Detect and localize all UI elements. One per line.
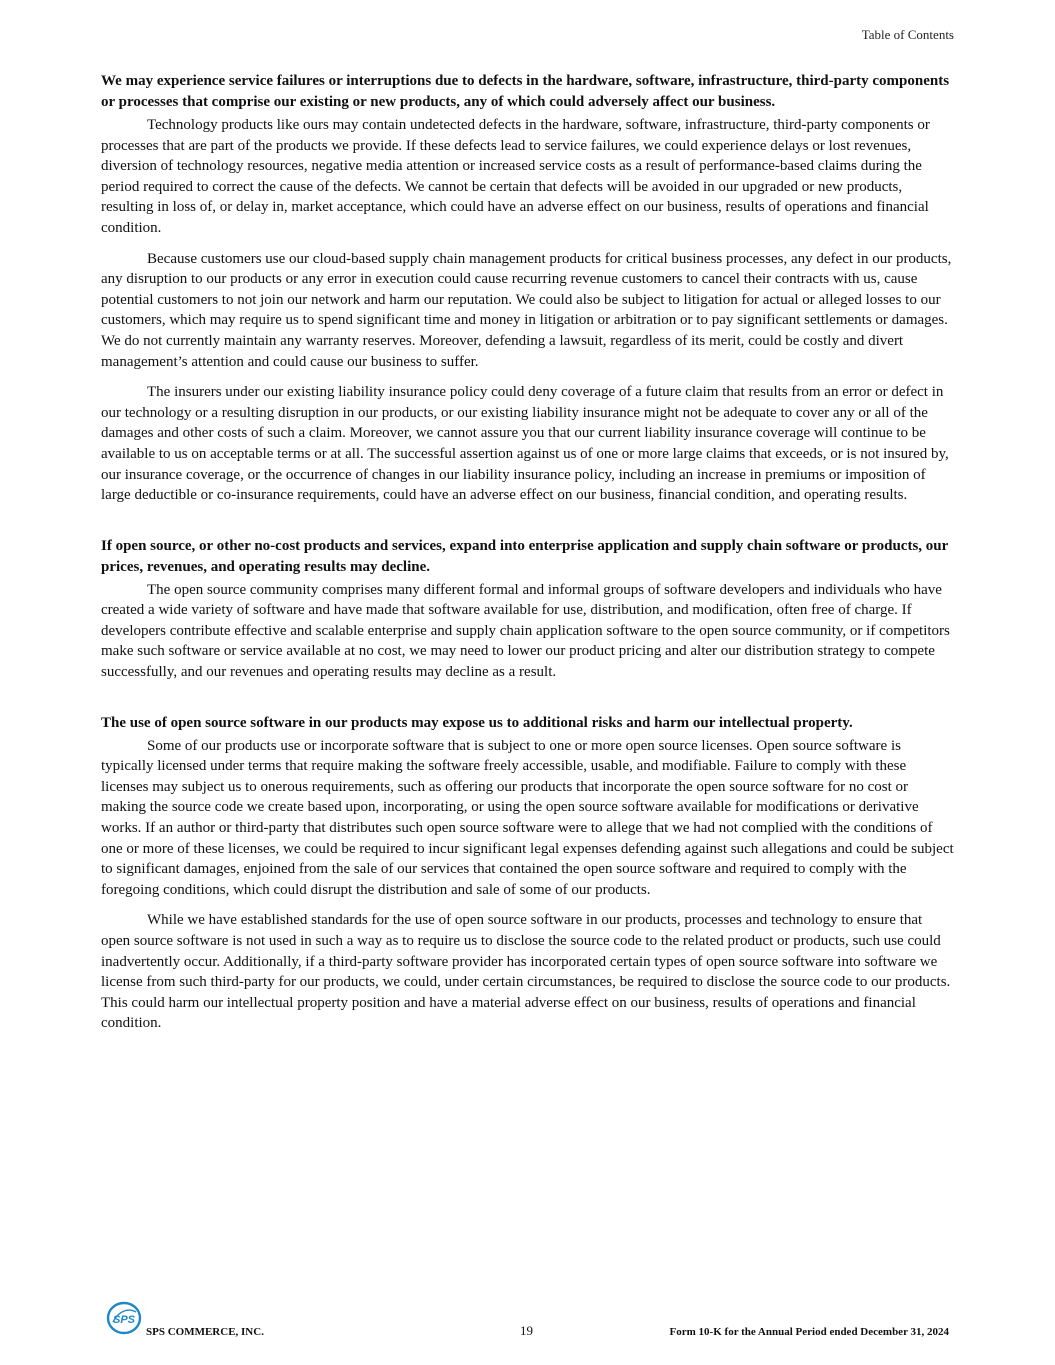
paragraph: Technology products like ours may contain undetected defects in the hardware, software, infrastructure, third-party components or processes that are part of the products we provide. If these defects lead to service failures, we could experience delays or lost revenues, diversion of technology resources, negative media attention or increased service costs as a result of performance-based claims during the period required to correct the cause of the defects. We cannot be certain that defects will be avoided in our upgraded or new products, resulting in loss of, or delay in, market acceptance, which could have an adverse effect on our business, results of operations and financial condition. bbox=[101, 117, 930, 236]
paragraph: The insurers under our existing liability insurance policy could deny coverage of a future claim that results from an error or defect in our technology or a resulting disruption in our products, or our existing liability insurance might not be adequate to cover any or all of the damages and other costs of such a claim. Moreover, we cannot assure you that our current liability insurance coverage will continue to be available to us on acceptable terms or at all. The successful assertion against us of one or more large claims that exceeds, or is not insured by, our insurance coverage, or the occurrence of changes in our liability insurance policy, including an increase in premiums or imposition of large deductible or co-insurance requirements, could have an adverse effect on our business, financial condition, and operating results. bbox=[101, 384, 949, 504]
paragraph: While we have established standards for the use of open source software in our products, processes and technology to ensure that open source software is not used in such a way as to require us to disclose the source code to the related product or products, such use could inadvertently occur. Additionally, if a third-party software provider has incorporated certain types of open source software into software we license from such third-party for our products, we could, under certain circumstances, be required to disclose the source code to our products. This could harm our intellectual property position and have a material adverse effect on our business, results of operations and financial condition. bbox=[101, 912, 951, 1032]
document-body bbox=[101, 71, 955, 1034]
sps-logo-icon bbox=[105, 1300, 143, 1336]
paragraph: The open source community comprises many different formal and informal groups of software developers and individuals who have created a wide variety of software and have made that software available for use, distribution, and modification, often free of charge. If developers contribute effective and scalable enterprise and supply chain application software to the open source community, or if competitors make such software or service available at no cost, we may need to lower our product pricing and alter our distribution strategy to compete successfully, and our revenues and operating results may decline as a result. bbox=[101, 581, 950, 681]
table-of-contents-link[interactable]: Table of Contents bbox=[861, 27, 954, 42]
svg-text:SPS: SPS bbox=[112, 1314, 136, 1326]
form-label: Form 10-K for the Annual Period ended December 31, 2024 bbox=[669, 1326, 949, 1338]
company-name: SPS COMMERCE, INC. bbox=[146, 1326, 264, 1338]
paragraph: Because customers use our cloud-based supply chain management products for critical business processes, any defect in our products, any disruption to our products or any error in execution could cause recurring revenue customers to cancel their contracts with us, cause potential customers to not join our network and harm our reputation. We could also be subject to litigation for actual or alleged losses to our customers, which may require us to spend significant time and money in litigation or arbitration or to pay significant settlements or damages. We do not currently maintain any warranty reserves. Moreover, defending a lawsuit, regardless of its merit, could be costly and divert management’s attention and could cause our business to suffer. bbox=[101, 250, 952, 370]
page-footer bbox=[0, 1300, 1055, 1350]
section-heading-open-source-risks: The use of open source software in our products may expose us to additional risks and harm our intellectual property. bbox=[101, 714, 853, 731]
section-heading-service-failures: We may experience service failures or interruptions due to defects in the hardware, software, infrastructure, third-party components or processes that comprise our existing or new products, any of which could adversely affect our business. bbox=[101, 73, 950, 110]
page-number: 19 bbox=[520, 1323, 533, 1338]
section-heading-open-source-competition: If open source, or other no-cost products and services, expand into enterprise application and supply chain software or products, our prices, revenues, and operating results may decline. bbox=[101, 537, 949, 575]
paragraph: Some of our products use or incorporate software that is subject to one or more open source licenses. Open source software is typically licensed under terms that require making the software freely accessible, usable, and modifiable. Failure to comply with these licenses may subject us to onerous requirements, such as offering our products that incorporate the open source software for no cost or making the source code we create based upon, incorporating, or using the open source software available for modifications or derivative works. If an author or third-party that distributes such open source software were to allege that we had not complied with the conditions of one or more of these licenses, we could be required to incur significant legal expenses defending against such allegations and could be subject to significant damages, enjoined from the sale of our services that contained the open source software and required to comply with the foregoing conditions, which could disrupt the distribution and sale of some of our products. bbox=[101, 737, 954, 898]
